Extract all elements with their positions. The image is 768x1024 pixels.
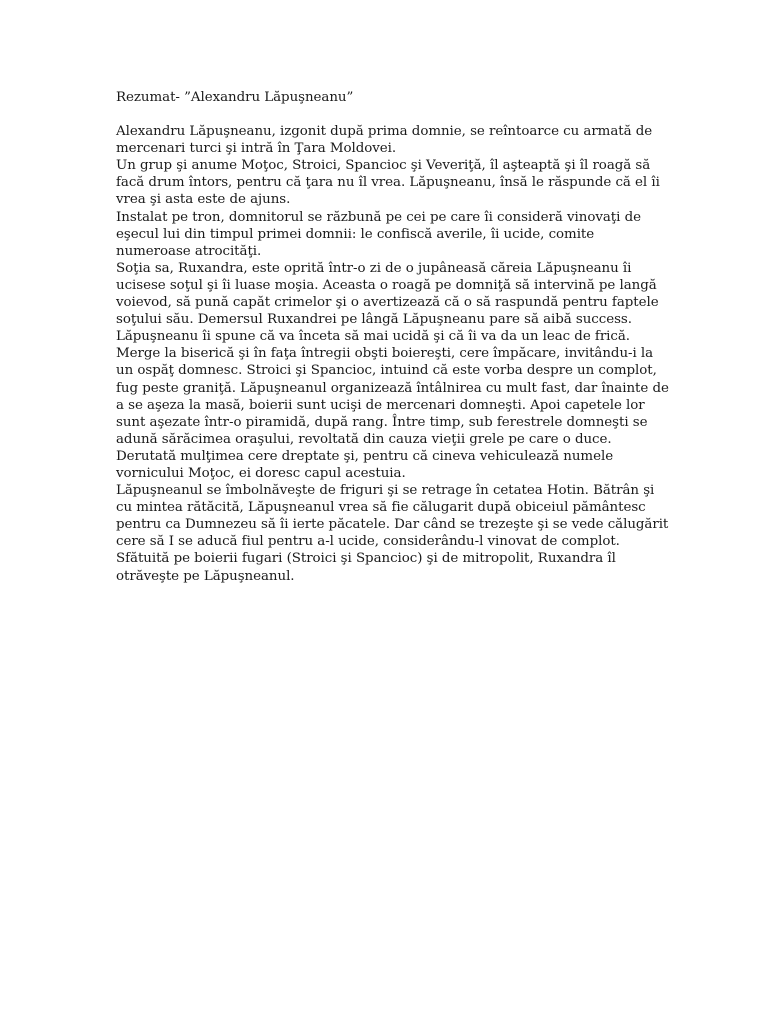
text-line: facă drum întors, pentru că ţara nu îl vrea. Lăpuşneanu, însă le răspunde că el îi bbox=[116, 175, 660, 191]
text-line: sunt aşezate într-o piramidă, după rang. Între timp, sub ferestrele domneşti se bbox=[116, 414, 648, 430]
text-line: Alexandru Lăpuşneanu, izgonit după prima domnie, se reîntoarce cu armată de bbox=[116, 124, 653, 140]
text-line: Lăpuşneanul se îmbolnăveşte de friguri şi se retrage în cetatea Hotin. Bătrân şi bbox=[116, 483, 655, 499]
text-line: otrăveşte pe Lăpuşneanul. bbox=[116, 568, 295, 584]
text-line: pentru ca Dumnezeu să îi ierte păcatele. Dar când se trezeşte şi se vede călugărit bbox=[116, 517, 669, 533]
text-line: Soţia sa, Ruxandra, este oprită într-o zi de o jupâneasă căreia Lăpuşneanu îi bbox=[116, 260, 632, 276]
document-body bbox=[116, 89, 669, 585]
text-line: Sfătuită pe boierii fugari (Stroici şi Spancioc) şi de mitropolit, Ruxandra îl bbox=[116, 551, 616, 567]
text-line: cu mintea rătăcită, Lăpuşneanul vrea să fie călugarit după obiceiul pământesc bbox=[116, 500, 646, 516]
text-line: Merge la biserică şi în faţa întregii obşti boiereşti, cere împăcare, invitându-i la bbox=[116, 346, 654, 362]
text-line: adună sărăcimea oraşului, revoltată din cauza vieţii grele pe care o duce. bbox=[116, 431, 612, 447]
text-line: numeroase atrocităţi. bbox=[116, 243, 262, 259]
text-line: vrea şi asta este de ajuns. bbox=[116, 192, 291, 208]
text-line: ucisese soţul şi îi luase moşia. Aceasta o roagă pe domniţă să intervină pe langă bbox=[116, 277, 657, 293]
text-line: un ospăţ domnesc. Stroici şi Spancioc, intuind că este vorba despre un complot, bbox=[116, 363, 657, 379]
document-title: Rezumat- ”Alexandru Lăpuşneanu” bbox=[116, 90, 354, 105]
text-line: Un grup şi anume Moţoc, Stroici, Spancioc şi Veveriţă, îl aşteaptă şi îl roagă să bbox=[116, 158, 651, 174]
text-line: eşecul lui din timpul primei domnii: le confiscă averile, îi ucide, comite bbox=[116, 226, 595, 242]
text-line: Derutată mulţimea cere dreptate şi, pentru că cineva vehiculează numele bbox=[116, 448, 614, 464]
text-line: Instalat pe tron, domnitorul se răzbună pe cei pe care îi consideră vinovaţi de bbox=[116, 209, 641, 225]
text-line: cere să I se aducă fiul pentru a-l ucide, considerându-l vinovat de complot. bbox=[116, 534, 620, 550]
text-line: a se aşeza la masă, boierii sunt ucişi de mercenari domneşti. Apoi capetele lor bbox=[116, 397, 645, 413]
summary-text bbox=[116, 123, 669, 585]
text-line: Lăpuşneanu îi spune că va înceta să mai ucidă şi că îi va da un leac de frică. bbox=[116, 329, 630, 345]
text-line: voievod, să pună capăt crimelor şi o avertizează că o să raspundă pentru faptele bbox=[116, 295, 659, 311]
text-line: mercenari turci şi intră în Ţara Moldovei. bbox=[116, 141, 397, 157]
text-line: vornicului Moţoc, ei doresc capul acestuia. bbox=[116, 465, 406, 481]
text-line: fug peste graniţă. Lăpuşneanul organizează întâlnirea cu mult fast, dar înainte de bbox=[116, 380, 669, 396]
text-line: soţului său. Demersul Ruxandrei pe lângă Lăpuşneanu pare să aibă success. bbox=[116, 312, 632, 328]
